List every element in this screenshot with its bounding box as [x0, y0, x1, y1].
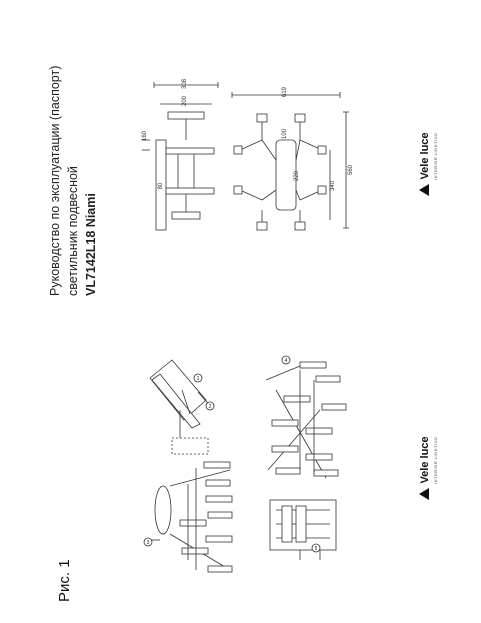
dim-top-inner: 200 — [182, 95, 188, 107]
dim-top-width: 308 — [182, 78, 188, 90]
manual-title: Руководство по эксплуатации (паспорт) — [48, 65, 62, 296]
wiring-detail-drawing — [270, 500, 336, 560]
side-view-drawing — [142, 82, 218, 230]
callout-1: 1 — [196, 376, 200, 382]
product-type: светильник подвесной — [66, 166, 80, 296]
callout-5: 5 — [314, 546, 318, 552]
brand-name: Vele luce — [419, 436, 431, 484]
dim-center-width: 100 — [282, 128, 288, 140]
dim-side: 160 — [142, 130, 148, 142]
callout-4: 4 — [284, 358, 288, 364]
figure-label: Рис. 1 — [56, 559, 73, 602]
dim-height-label: 80 — [158, 182, 164, 190]
plan-view-drawing — [232, 92, 349, 230]
callout-3: 3 — [146, 540, 150, 546]
model-name: VL7142L18 Niami — [84, 193, 98, 296]
dim-total-width: 619 — [282, 86, 288, 98]
dim-plate-length: 220 — [294, 170, 300, 182]
brand-name: Vele luce — [419, 132, 431, 180]
dim-body-width: 340 — [330, 180, 336, 192]
assembled-fixture-drawing — [266, 362, 346, 478]
brand-tagline: INTERIOR LIGHTING — [433, 132, 438, 180]
brand-tagline: INTERIOR LIGHTING — [433, 436, 438, 484]
exploded-fixture-drawing — [150, 462, 232, 572]
dim-total-height: 560 — [348, 164, 354, 176]
mounting-plate-drawing — [150, 360, 212, 454]
callout-2: 2 — [208, 404, 212, 410]
